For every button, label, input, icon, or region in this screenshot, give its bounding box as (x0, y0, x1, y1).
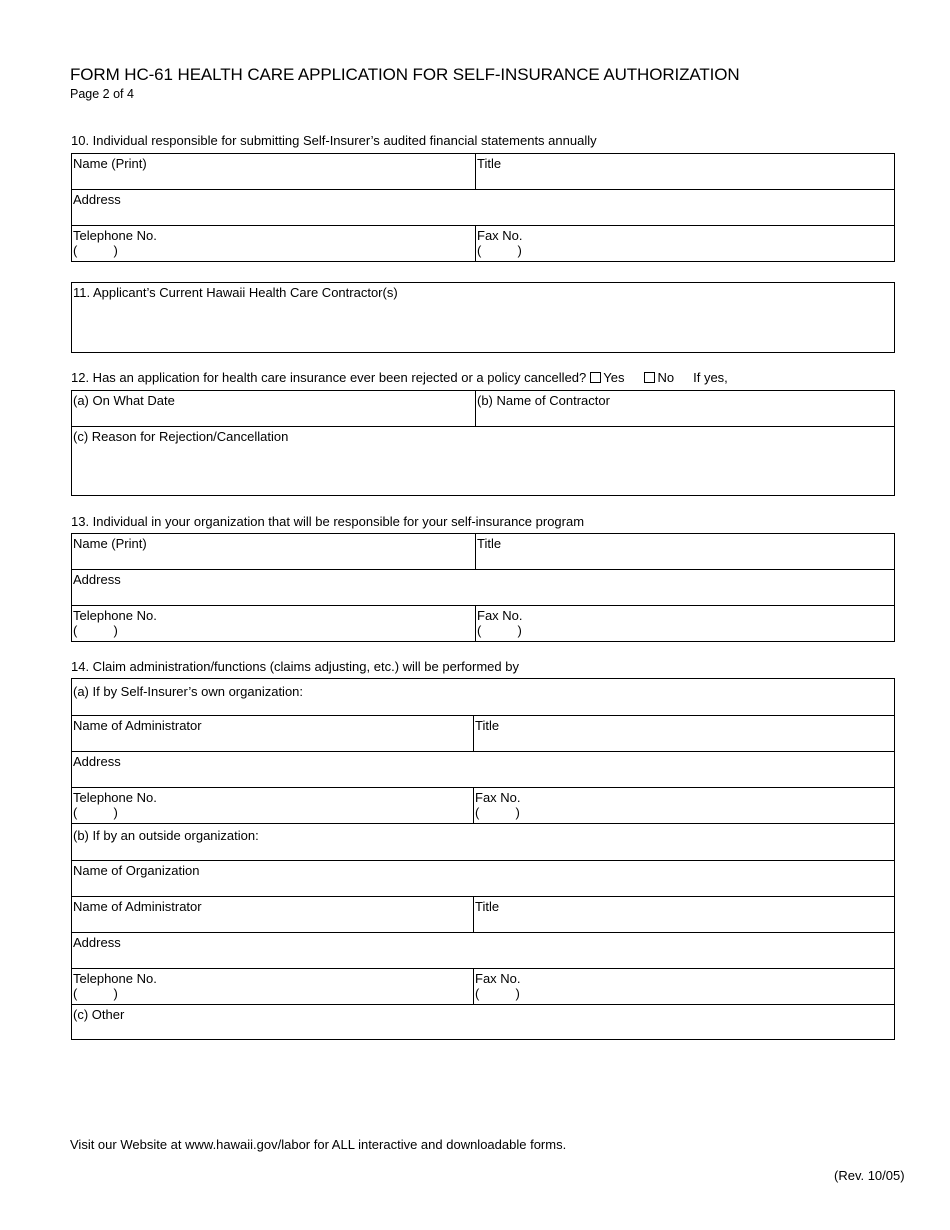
q14a-telephone-label: Telephone No. (73, 790, 157, 805)
q13-address-field[interactable] (72, 570, 894, 605)
q12-contractor-field[interactable] (476, 391, 894, 426)
q14b-title-label: Title (475, 899, 500, 914)
q14a-telephone-field[interactable] (72, 788, 473, 823)
q14a-fax-area-code: ( ) (475, 805, 520, 820)
q13-title-label: Title (477, 536, 502, 551)
q13-fax-label: Fax No. (477, 608, 523, 623)
q14b-telephone-field[interactable] (72, 969, 473, 1004)
q14-own-org-heading (72, 682, 894, 715)
q10-title-label: Title (477, 156, 502, 171)
q10-telephone-area-code: ( ) (73, 243, 118, 258)
q10-title-field[interactable] (476, 154, 894, 189)
q14b-telephone-area-code: ( ) (73, 986, 118, 1001)
q13-fax-field[interactable] (476, 606, 894, 641)
q13-title-field[interactable] (476, 534, 894, 569)
q13-telephone-area-code: ( ) (73, 623, 118, 638)
revision-date: (Rev. 10/05) (834, 1168, 905, 1183)
q13-address-label: Address (73, 572, 121, 587)
q12-question (71, 370, 728, 385)
q10-fax-area-code: ( ) (477, 243, 522, 258)
q12-reason-field[interactable] (72, 427, 894, 495)
q14-own-org-label: (a) If by Self-Insurer’s own organization: (73, 684, 304, 699)
q13-telephone-label: Telephone No. (73, 608, 157, 623)
q14a-administrator-field[interactable] (72, 716, 473, 751)
q14c-other-field[interactable] (72, 1005, 894, 1039)
website-note: Visit our Website at www.hawaii.gov/labor for ALL interactive and downloadable forms. (70, 1137, 567, 1152)
q11-field[interactable] (71, 282, 895, 353)
q13-table (71, 533, 895, 642)
q14b-administrator-field[interactable] (72, 897, 473, 932)
q13-name-label: Name (Print) (73, 536, 147, 551)
q14b-address-label: Address (73, 935, 121, 950)
q14b-fax-area-code: ( ) (475, 986, 520, 1001)
q14b-administrator-label: Name of Administrator (73, 899, 202, 914)
q14-outside-org-heading (72, 826, 894, 860)
q14b-address-field[interactable] (72, 933, 894, 968)
q14a-fax-field[interactable] (474, 788, 894, 823)
q14a-administrator-label: Name of Administrator (73, 718, 202, 733)
q13-name-field[interactable] (72, 534, 475, 569)
q14-outside-org-label: (b) If by an outside organization: (73, 828, 259, 843)
q12-contractor-label: (b) Name of Contractor (477, 393, 610, 408)
q14b-fax-label: Fax No. (475, 971, 521, 986)
q14b-fax-field[interactable] (474, 969, 894, 1004)
q14b-organization-field[interactable] (72, 861, 894, 896)
q12-date-label: (a) On What Date (73, 393, 175, 408)
q10-table (71, 153, 895, 262)
q10-name-label: Name (Print) (73, 156, 147, 171)
q10-telephone-field[interactable] (72, 226, 475, 261)
q10-address-label: Address (73, 192, 121, 207)
q13-telephone-field[interactable] (72, 606, 475, 641)
q10-label: 10. Individual responsible for submitting Self-Insurer’s audited financial statements annually (71, 133, 597, 148)
page-number: Page 2 of 4 (70, 87, 134, 101)
q10-fax-label: Fax No. (477, 228, 523, 243)
q10-fax-field[interactable] (476, 226, 894, 261)
q14a-title-field[interactable] (474, 716, 894, 751)
q14a-telephone-area-code: ( ) (73, 805, 118, 820)
q12-no-checkbox[interactable] (644, 372, 655, 383)
q14a-fax-label: Fax No. (475, 790, 521, 805)
q12-date-field[interactable] (72, 391, 475, 426)
q12-yes-checkbox[interactable] (590, 372, 601, 383)
q12-no-label: No (657, 370, 675, 385)
q12-table (71, 390, 895, 496)
q14b-organization-label: Name of Organization (73, 863, 200, 878)
q14b-title-field[interactable] (474, 897, 894, 932)
q11-label: 11. Applicant’s Current Hawaii Health Care Contractor(s) (73, 285, 398, 300)
q12-reason-label: (c) Reason for Rejection/Cancellation (73, 429, 289, 444)
q10-telephone-label: Telephone No. (73, 228, 157, 243)
q13-fax-area-code: ( ) (477, 623, 522, 638)
q10-address-field[interactable] (72, 190, 894, 225)
form-title: FORM HC-61 HEALTH CARE APPLICATION FOR SELF-INSURANCE AUTHORIZATION (70, 65, 740, 84)
q12-yes-label: Yes (603, 370, 625, 385)
q14a-title-label: Title (475, 718, 500, 733)
q14a-address-field[interactable] (72, 752, 894, 787)
q14c-other-label: (c) Other (73, 1007, 125, 1022)
q12-label: 12. Has an application for health care insurance ever been rejected or a policy cancelled? (71, 370, 587, 385)
q14b-telephone-label: Telephone No. (73, 971, 157, 986)
q14-label: 14. Claim administration/functions (claims adjusting, etc.) will be performed by (71, 659, 519, 674)
q14a-address-label: Address (73, 754, 121, 769)
q13-label: 13. Individual in your organization that will be responsible for your self-insurance program (71, 514, 585, 529)
q12-if-yes: If yes, (693, 370, 728, 385)
q14-table (71, 678, 895, 1040)
q10-name-field[interactable] (72, 154, 475, 189)
